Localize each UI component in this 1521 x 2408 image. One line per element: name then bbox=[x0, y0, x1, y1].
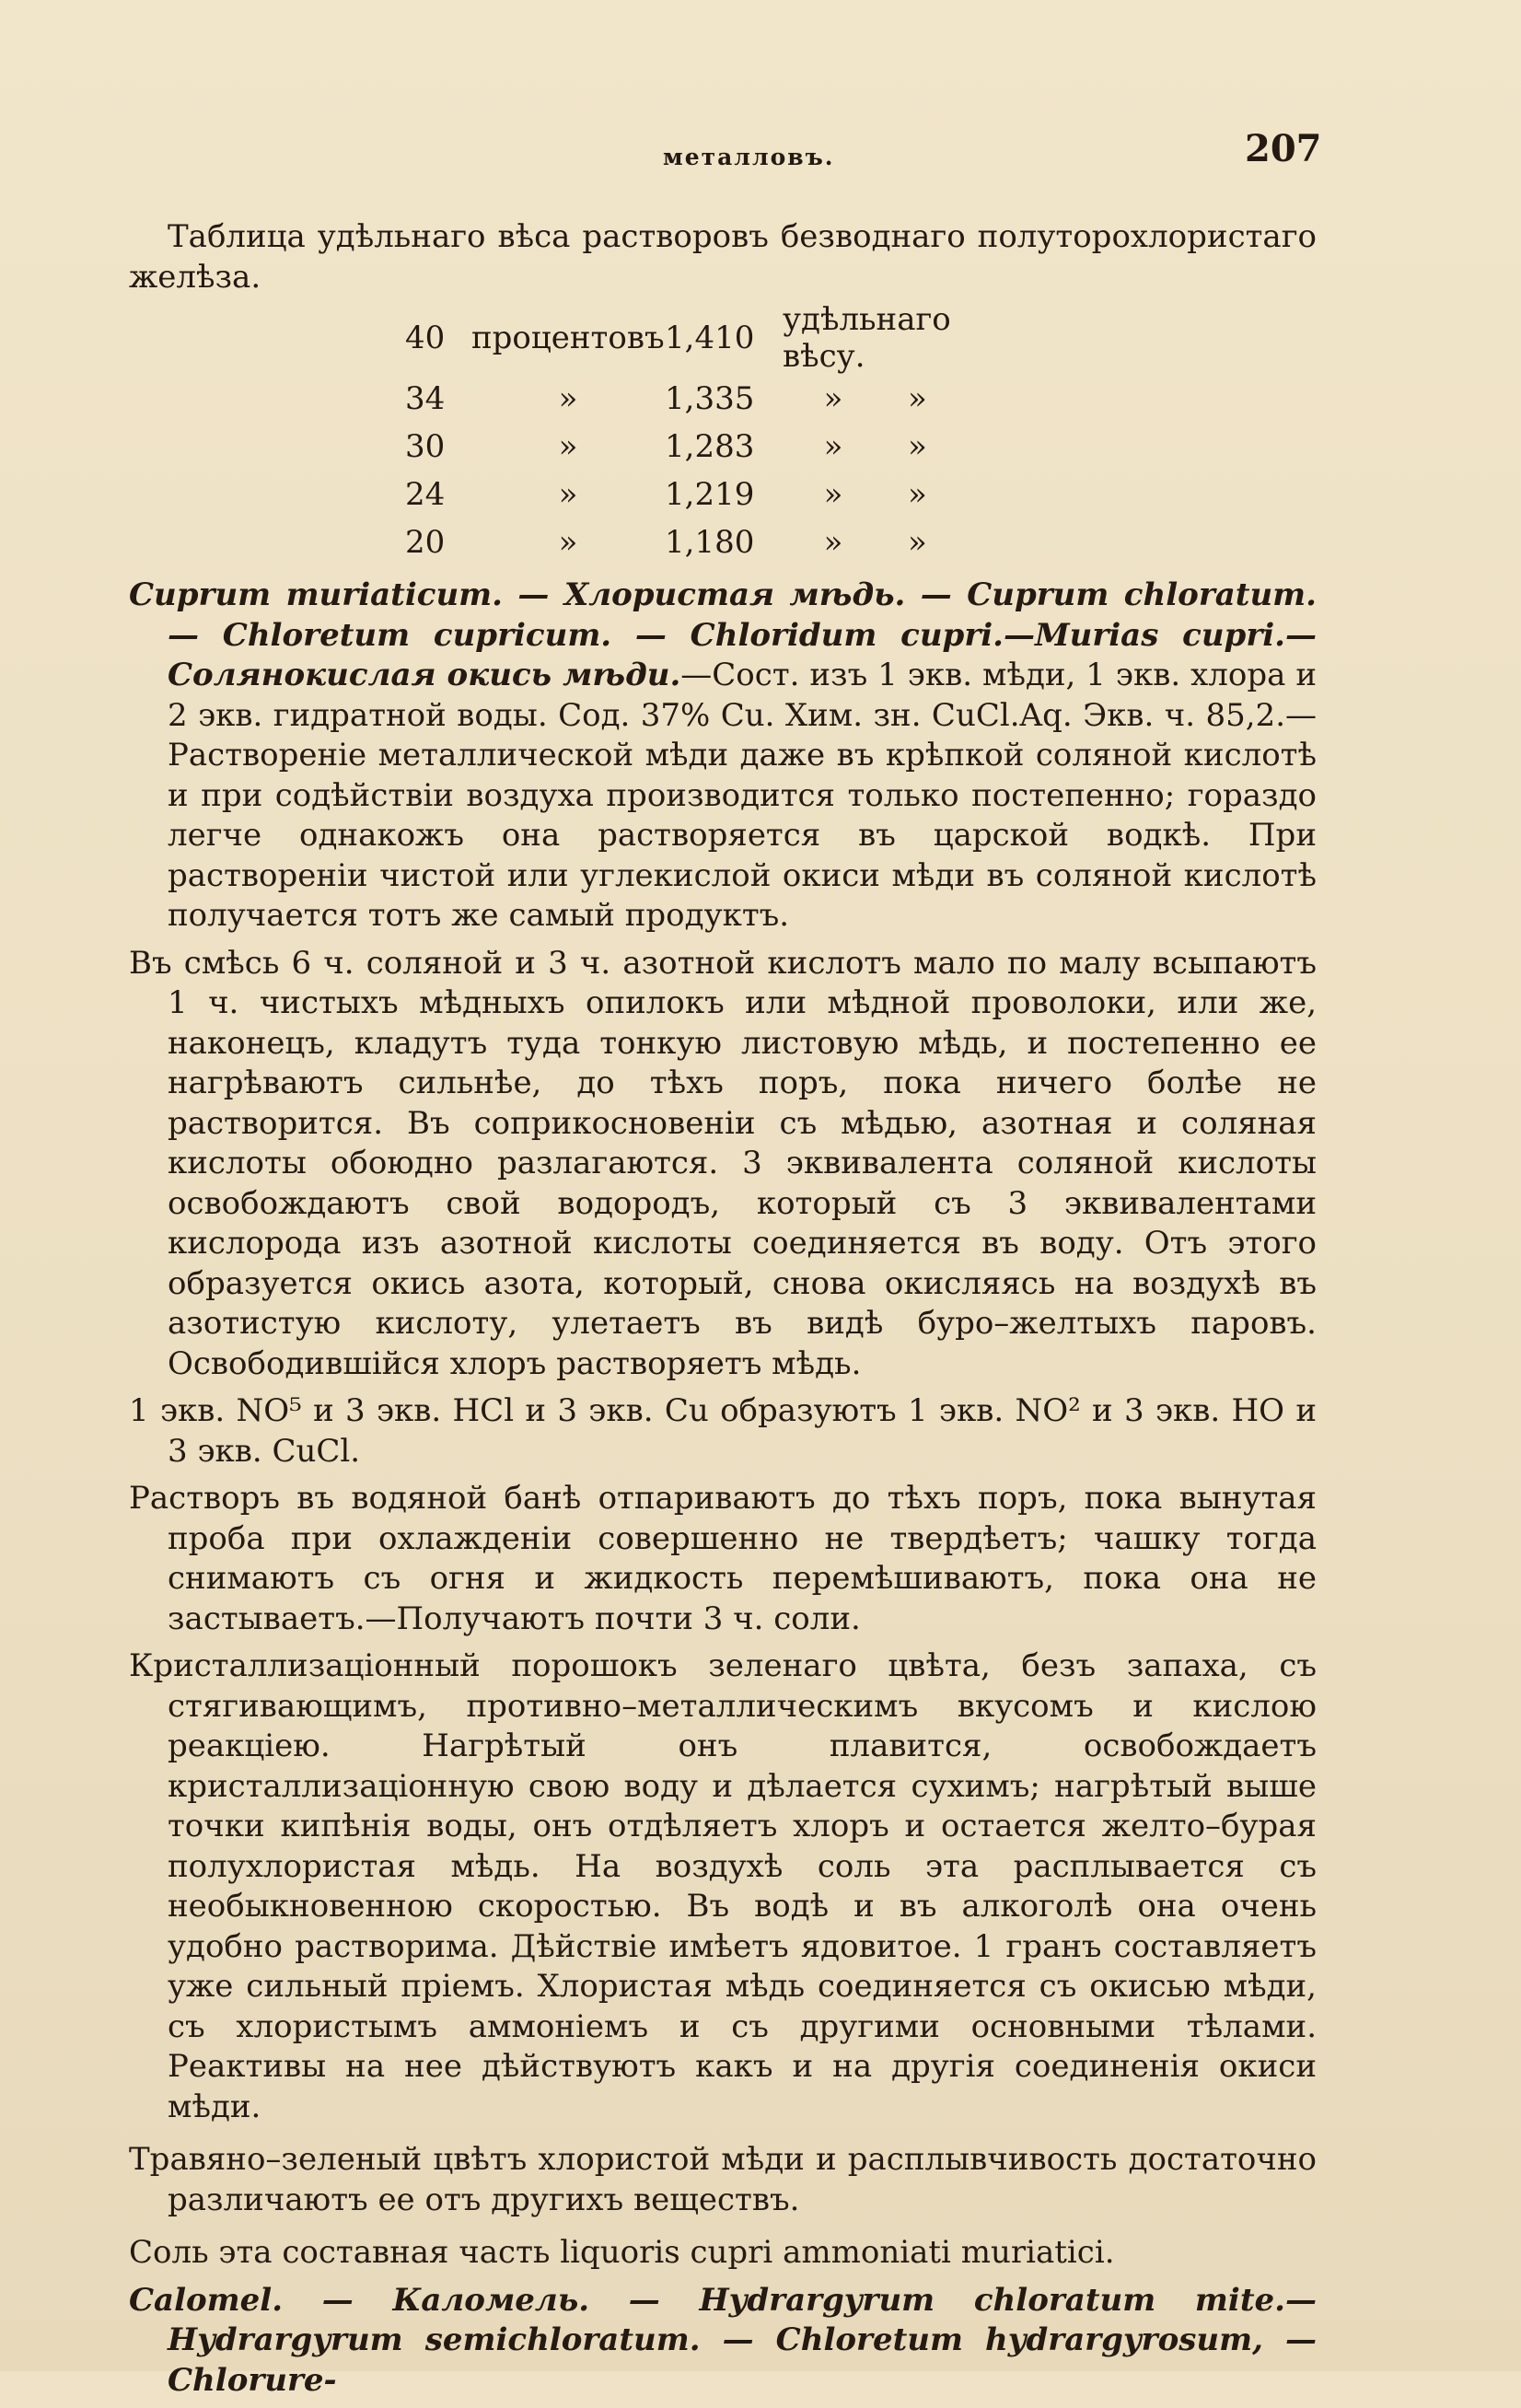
row-percent: 24 bbox=[405, 476, 446, 513]
table-intro: Таблица удѣльнаго вѣса растворовъ безводнаго полуторохлористаго желѣза. bbox=[129, 218, 1317, 296]
row-percent-unit: » bbox=[558, 380, 578, 417]
page-number: 207 bbox=[1245, 127, 1322, 170]
table-row bbox=[405, 301, 951, 375]
specific-gravity-table bbox=[405, 301, 951, 566]
row-weight-unit: » bbox=[823, 428, 843, 465]
row-percent-unit: процентовъ bbox=[471, 320, 665, 356]
row-weight-unit: » bbox=[823, 524, 843, 561]
row-percent-unit: » bbox=[558, 476, 578, 513]
row-percent-unit: » bbox=[558, 524, 578, 561]
salt-paragraph: Соль эта составная часть liquoris cupri ammoniati muriatici. bbox=[129, 2234, 1115, 2271]
cuprum-paragraph bbox=[129, 576, 1317, 936]
equation-paragraph: 1 экв. NO⁵ и 3 экв. HCl и 3 экв. Cu образуютъ 1 экв. NO² и 3 экв. HO и 3 экв. CuCl. bbox=[129, 1392, 1317, 1470]
cuprum-text: —Сост. изъ 1 экв. мѣди, 1 экв. хлора и 2 экв. гидратной воды. Сод. 37% Cu. Хим. зн. CuCl.Aq. Экв. ч. 85,2.—Растворенiе металлической мѣди даже въ крѣпкой соляной кислотѣ и при содѣйствiи воздуха производится только постепенно; гораздо легче однакожъ она растворяется въ царской водкѣ. При растворенiи чистой или углекислой окиси мѣди въ соляной кислотѣ получается тотъ же самый продуктъ. bbox=[168, 657, 1318, 934]
row-weight-unit: » bbox=[823, 476, 843, 513]
row-weight-unit: » bbox=[823, 380, 843, 417]
table-row bbox=[405, 471, 951, 518]
row-percent: 20 bbox=[405, 524, 446, 561]
green-paragraph: Травяно–зеленый цвѣтъ хлористой мѣди и расплывчивость достаточно различаютъ ее отъ другихъ веществъ. bbox=[129, 2141, 1317, 2218]
row-value: 1,219 bbox=[665, 476, 755, 513]
row-ditto: » bbox=[907, 524, 927, 561]
row-value: 1,180 bbox=[665, 524, 755, 561]
calomel-names: Calomel. — Каломель. — Hydrargyrum chloratum mite.—Hydrargyrum semichloratum. — Chloretum hydrargyrosum, — Chlorure- bbox=[129, 2281, 1317, 2399]
page-body bbox=[129, 217, 1317, 2408]
row-value: 1,283 bbox=[665, 428, 755, 465]
table-row bbox=[405, 423, 951, 471]
row-ditto: » bbox=[907, 380, 927, 417]
row-weight-unit: удѣльнаго вѣсу. bbox=[783, 301, 951, 375]
crystal-paragraph: Кристаллизацiонный порошокъ зеленаго цвѣта, безъ запаха, съ стягивающимъ, противно–металлическимъ вкусомъ и кислою реакцiею. Нагрѣтый онъ плавится, освобождаетъ кристаллизацiонную свою воду и дѣлается сухимъ; нагрѣтый выше точки кипѣнiя воды, онъ отдѣляетъ хлоръ и остается желто–бурая полухлористая мѣдь. На воздухѣ соль эта расплывается съ необыкновенною скоростью. Въ водѣ и въ алкоголѣ она очень удобно растворима. Дѣйствiе имѣетъ ядовитое. 1 гранъ составляетъ уже сильный прiемъ. Хлористая мѣдь соединяется съ окисью мѣди, съ хлористымъ аммонiемъ и съ другими основными тѣлами. Реактивы на нее дѣйствуютъ какъ и на другiя соединенiя окиси мѣди. bbox=[129, 1647, 1317, 2125]
row-percent-unit: » bbox=[558, 428, 578, 465]
row-percent: 40 bbox=[405, 320, 446, 356]
calomel-paragraph bbox=[129, 2281, 1317, 2402]
table-row bbox=[405, 375, 951, 423]
row-percent: 34 bbox=[405, 380, 446, 417]
table-body bbox=[405, 301, 951, 566]
running-head: металловъ. bbox=[663, 144, 835, 170]
row-percent: 30 bbox=[405, 428, 446, 465]
row-value: 1,410 bbox=[665, 320, 755, 356]
cuprum-names: Cuprum muriaticum. — Хлористая мѣдь. — Cuprum chloratum.— Chloretum cupricum. — Chloridum cupri.—Murias cupri.—Солянокислая окись мѣди. bbox=[129, 576, 1317, 693]
row-value: 1,335 bbox=[665, 380, 755, 417]
mixture-paragraph: Въ смѣсь 6 ч. соляной и 3 ч. азотной кислотъ мало по малу всыпаютъ 1 ч. чистыхъ мѣдныхъ опилокъ или мѣдной проволоки, или же, наконецъ, кладутъ туда тонкую листовую мѣдь, и постепенно ее нагрѣваютъ сильнѣе, до тѣхъ поръ, пока ничего болѣе не растворится. Въ соприкосновенiи съ мѣдью, азотная и соляная кислоты обоюдно разлагаются. 3 эквивалента соляной кислоты освобождаютъ свой водородъ, который съ 3 эквивалентами кислорода изъ азотной кислоты соединяется въ воду. Отъ этого образуется окись азота, который, снова окисляясь на воздухѣ въ азотистую кислоту, улетаетъ въ видѣ буро–желтыхъ паровъ. Освободившiйся хлоръ растворяетъ мѣдь. bbox=[129, 944, 1317, 1382]
solution-paragraph: Растворъ въ водяной банѣ отпариваютъ до тѣхъ поръ, пока вынутая проба при охлажденiи совершенно не твердѣетъ; чашку тогда снимаютъ съ огня и жидкость перемѣшиваютъ, пока она не застываетъ.—Получаютъ почти 3 ч. соли. bbox=[129, 1480, 1317, 1637]
row-ditto: » bbox=[907, 476, 927, 513]
page-header bbox=[0, 127, 1521, 182]
row-ditto: » bbox=[907, 428, 927, 465]
table-row bbox=[405, 518, 951, 566]
